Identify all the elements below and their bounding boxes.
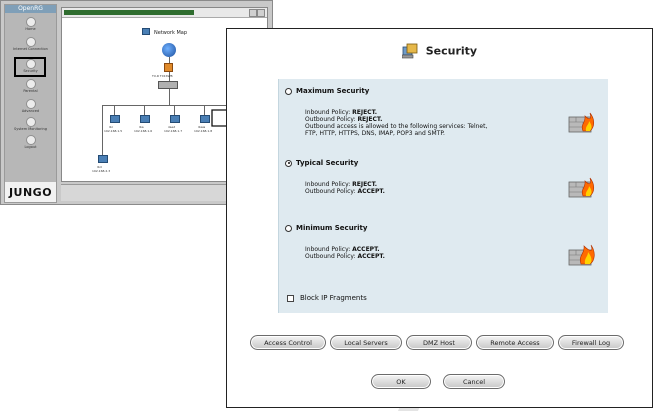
sidebar-item-home[interactable] [5, 17, 56, 31]
dmz-host-button[interactable]: DMZ Host [406, 335, 472, 350]
network-map-title: Network Map [154, 30, 188, 36]
policy-text: Outbound access is allowed to the following services: Telnet, [305, 123, 488, 130]
firewall-icon [568, 111, 595, 133]
policy-text: Outbound Policy: [305, 188, 358, 195]
host-ip: 192.168.1.5 [104, 129, 123, 133]
network-map-icon [142, 28, 150, 35]
sidebar-item-label: Home [25, 27, 36, 31]
host-computer-icon[interactable] [110, 115, 120, 123]
policy-value: REJECT. [357, 116, 383, 123]
sidebar [4, 4, 57, 203]
monitor-icon [26, 117, 36, 127]
minimum-security-radio-row[interactable] [285, 224, 367, 232]
option-label: Maximum Security [296, 87, 370, 95]
policy-value: ACCEPT. [357, 188, 385, 195]
block-ip-fragments-row[interactable] [287, 294, 367, 302]
host-computer-icon[interactable] [170, 115, 180, 123]
access-control-button[interactable]: Access Control [250, 335, 326, 350]
wrench-icon [26, 99, 36, 109]
option-minimum-security [285, 224, 603, 284]
maximum-security-radio[interactable] [285, 88, 292, 95]
security-dialog [226, 28, 653, 408]
option-label: Typical Security [296, 159, 359, 167]
option-details [305, 246, 385, 260]
block-ip-fragments-label: Block IP Fragments [300, 294, 367, 302]
host-computer-icon[interactable] [140, 115, 150, 123]
minimize-icon[interactable] [249, 9, 257, 17]
typical-security-radio-row[interactable] [285, 159, 358, 167]
firewall-icon [568, 176, 595, 198]
dialog-title: Security [425, 44, 478, 58]
policy-text: FTP, HTTP, HTTPS, DNS, IMAP, POP3 and SMTP. [305, 130, 445, 137]
router-icon[interactable] [158, 81, 178, 89]
policy-text: Outbound Policy: [305, 253, 358, 260]
block-ip-fragments-checkbox[interactable] [287, 295, 294, 302]
dialog-header [227, 43, 652, 73]
sidebar-item-label: Parental [23, 89, 38, 93]
firewall-icon [164, 63, 173, 72]
policy-text: Inbound Policy: [305, 109, 353, 116]
host-ip: 192.168.1.8 [194, 129, 213, 133]
jungo-logo: JUNGO [5, 182, 56, 202]
logout-icon [26, 135, 36, 145]
option-maximum-security [285, 87, 603, 155]
sidebar-item-label: Logout [24, 145, 37, 149]
cancel-button[interactable]: Cancel [443, 374, 505, 389]
host-name: ilaed [168, 125, 176, 129]
host-name: lba [139, 125, 144, 129]
security-highlight-box [14, 57, 46, 77]
host-computer-icon[interactable] [98, 155, 108, 163]
policy-value: REJECT. [352, 109, 378, 116]
option-details [305, 181, 385, 195]
policy-text: Inbound Policy: [305, 246, 353, 253]
policy-value: ACCEPT. [352, 246, 380, 253]
sidebar-item-internet-connection[interactable] [5, 37, 56, 51]
policy-text: Outbound Policy: [305, 116, 358, 123]
host-name: lbd [97, 165, 102, 169]
sidebar-item-logout[interactable] [5, 135, 56, 149]
remote-access-button[interactable]: Remote Access [476, 335, 554, 350]
sidebar-item-label: System Monitoring [14, 127, 47, 131]
sidebar-item-label: Internet Connection [13, 47, 48, 51]
host-computer-icon[interactable] [200, 115, 210, 123]
policy-text: Inbound Policy: [305, 181, 353, 188]
pane-titlebar [62, 8, 267, 18]
security-options-panel [278, 79, 608, 313]
option-details [305, 109, 487, 137]
ok-button[interactable]: OK [371, 374, 431, 389]
host-ip: 192.168.1.7 [164, 129, 183, 133]
host-ip: 192.168.2.3 [92, 169, 111, 173]
policy-value: ACCEPT. [357, 253, 385, 260]
host-name: lbaia [198, 125, 206, 129]
home-icon [26, 17, 36, 27]
sidebar-item-parental[interactable] [5, 79, 56, 93]
typical-security-radio[interactable] [285, 160, 292, 167]
host-ip: 192.168.1.6 [134, 129, 153, 133]
policy-value: REJECT. [352, 181, 378, 188]
sidebar-item-advanced[interactable] [5, 99, 56, 113]
lock-icon [26, 79, 36, 89]
option-label: Minimum Security [296, 224, 368, 232]
sidebar-item-label: Advanced [21, 109, 40, 113]
option-typical-security [285, 159, 603, 219]
router-label: TX-R TX1SWB [152, 74, 173, 78]
minimum-security-radio[interactable] [285, 225, 292, 232]
firewall-icon [568, 244, 595, 266]
globe-icon [26, 37, 36, 47]
close-icon[interactable] [257, 9, 265, 17]
sidebar-item-system-monitoring[interactable] [5, 117, 56, 131]
sidebar-item-label: Security [23, 69, 38, 73]
app-brand: OpenRG [5, 5, 56, 13]
local-servers-button[interactable]: Local Servers [330, 335, 402, 350]
host-name: lbr [109, 125, 113, 129]
security-computer-icon [402, 43, 418, 59]
firewall-log-button[interactable]: Firewall Log [558, 335, 624, 350]
internet-globe-icon [162, 43, 176, 57]
maximum-security-radio-row[interactable] [285, 87, 369, 95]
titlebar-fill [64, 10, 194, 15]
